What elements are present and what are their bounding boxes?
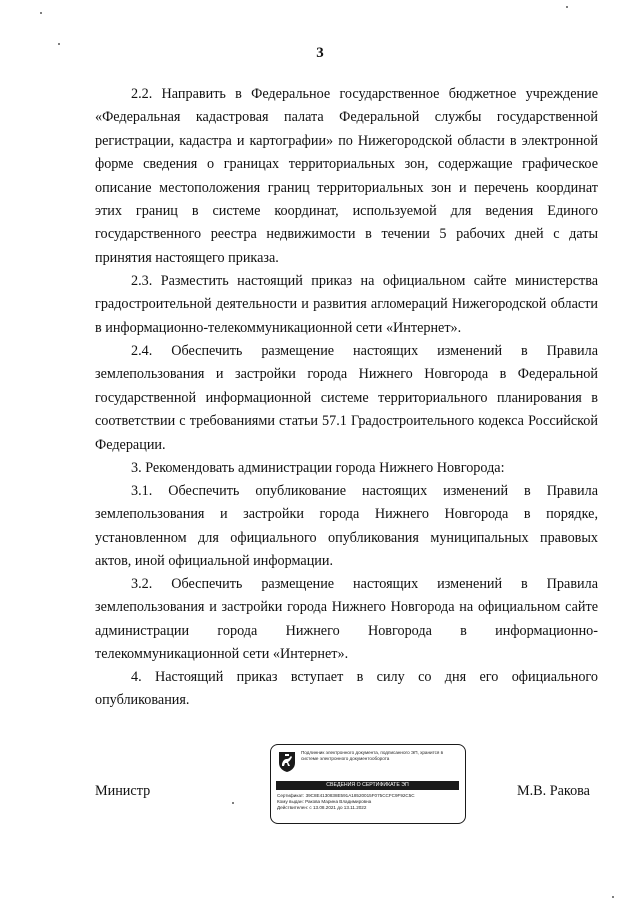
stamp-issued-to: Кому выдан: Ракова Марина Владимировна <box>277 799 372 804</box>
paragraph-3-2: 3.2. Обеспечить размещение настоящих изменений в Правила землепользования и застройки города Нижнего Новгорода на официальном сайте администрации города Нижнего Новгорода в информационно-телекоммуникационной сети «Интернет». <box>95 576 598 663</box>
scan-speck <box>566 6 568 8</box>
stamp-validity: Действителен: с 13.08.2021 до 13.11.2022 <box>277 805 367 810</box>
scan-speck <box>612 896 614 898</box>
signatory-position: Министр <box>95 783 151 799</box>
page-number: 3 <box>316 45 324 61</box>
paragraph-3: 3. Рекомендовать администрации города Нижнего Новгорода: <box>131 460 505 476</box>
paragraph-2-4: 2.4. Обеспечить размещение настоящих изменений в Правила землепользования и застройки города Нижнего Новгорода в Федеральной государственной информационной системе территориального планирования в соответствии с требованиями статьи 57.1 Градостроительного кодекса Российской Федерации. <box>95 343 598 453</box>
paragraph-2-3: 2.3. Разместить настоящий приказ на официальном сайте министерства градостроительной деятельности и развития агломераций Нижегородской области в информационно-телекоммуникационной сети «Интернет». <box>95 273 598 336</box>
paragraph-3-1: 3.1. Обеспечить опубликование настоящих изменений в Правила землепользования и застройки города Нижнего Новгорода в порядке, установленном для официального опубликования муниципальных правовых актов, иной официальной информации. <box>95 483 598 570</box>
paragraph-2-2: 2.2. Направить в Федеральное государственное бюджетное учреждение «Федеральная кадастровая палата Федеральной службы государственной регистрации, кадастра и картографии» по Нижегородской области в электронной форме сведения о границах территориальных зон, содержащие графическое описание местоположения границ территориальных зон и перечень координат этих границ в системе координат, используемой для ведения Единого государственного реестра недвижимости в течении 5 рабочих дней с даты принятия настоящего приказа. <box>95 86 598 266</box>
stamp-certificate: Сертификат: 39C8E4130838E591A18520015F075CCFC9F92C5C <box>277 793 415 798</box>
paragraph-4: 4. Настоящий приказ вступает в силу со дня его официального опубликования. <box>95 669 598 709</box>
stamp-details <box>277 793 461 811</box>
scan-speck <box>58 43 60 45</box>
scan-speck <box>232 802 234 804</box>
stamp-note: Подлинник электронного документа, подписанного ЭП, хранится в системе электронного документооборота <box>301 750 444 761</box>
electronic-signature-stamp <box>270 744 466 824</box>
signatory-name: М.В. Ракова <box>517 783 590 799</box>
coat-of-arms-icon <box>278 751 296 773</box>
stamp-header: СВЕДЕНИЯ О СЕРТИФИКАТЕ ЭП <box>276 781 459 790</box>
scan-speck <box>40 12 42 14</box>
